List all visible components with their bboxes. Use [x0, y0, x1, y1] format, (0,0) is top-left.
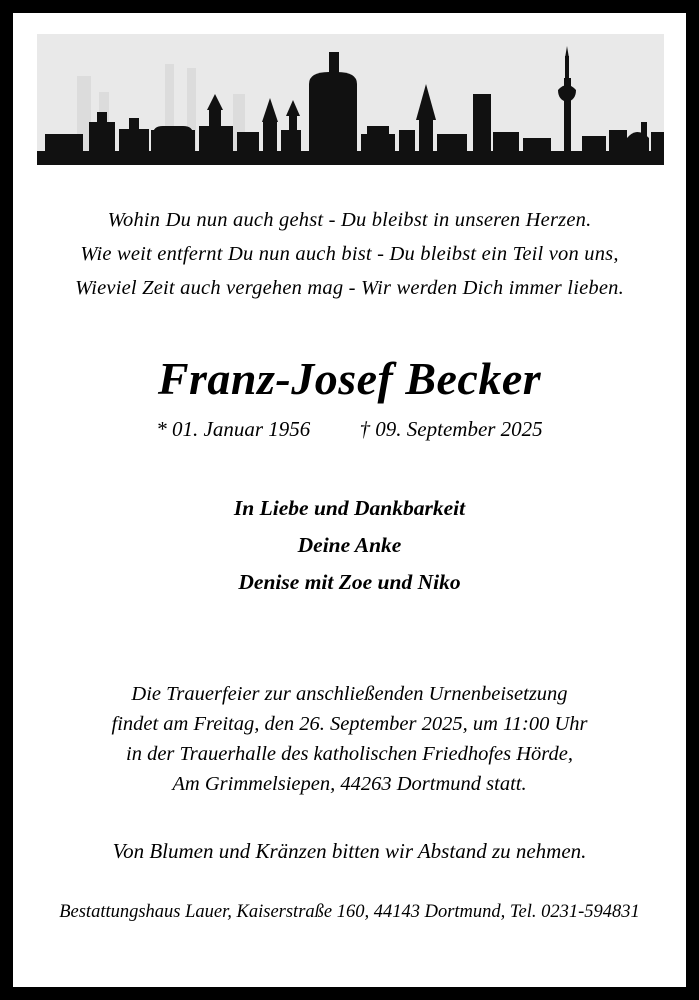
poem-line-3: Wieviel Zeit auch vergehen mag - Wir werden Dich immer lieben.	[75, 277, 624, 299]
deceased-name: Franz-Josef Becker	[157, 353, 542, 404]
flowers-note: Von Blumen und Kränzen bitten wir Abstand zu nehmen.	[112, 839, 587, 863]
birth-date: * 01. Januar 1956	[156, 417, 311, 441]
dedication-line-2: Deine Anke	[297, 533, 402, 557]
ceremony-line-3: in der Trauerhalle des katholischen Friedhofes Hörde,	[126, 743, 573, 765]
poem-line-2: Wie weit entfernt Du nun auch bist - Du bleibst ein Teil von uns,	[80, 243, 619, 265]
dedication-line-1: In Liebe und Dankbarkeit	[233, 496, 466, 520]
dedication-line-3: Denise mit Zoe und Niko	[238, 570, 461, 594]
dedication-block	[37, 490, 662, 601]
obituary-inner	[13, 13, 686, 987]
ceremony-details	[37, 679, 662, 799]
ceremony-line-1: Die Trauerfeier zur anschließenden Urnenbeisetzung	[131, 683, 568, 705]
poem-line-1: Wohin Du nun auch gehst - Du bleibst in unseren Herzen.	[107, 209, 592, 231]
skyline-silhouette-icon	[37, 34, 664, 165]
skyline-banner	[37, 34, 664, 165]
ceremony-line-4: Am Grimmelsiepen, 44263 Dortmund statt.	[172, 773, 527, 795]
life-dates	[37, 417, 662, 442]
ceremony-line-2: findet am Freitag, den 26. September 2025, um 11:00 Uhr	[111, 713, 588, 735]
poem-block	[37, 203, 662, 305]
funeral-home-credit: Bestattungshaus Lauer, Kaiserstraße 160, 44143 Dortmund, Tel. 0231-594831	[59, 902, 640, 922]
death-date: † 09. September 2025	[359, 417, 543, 441]
